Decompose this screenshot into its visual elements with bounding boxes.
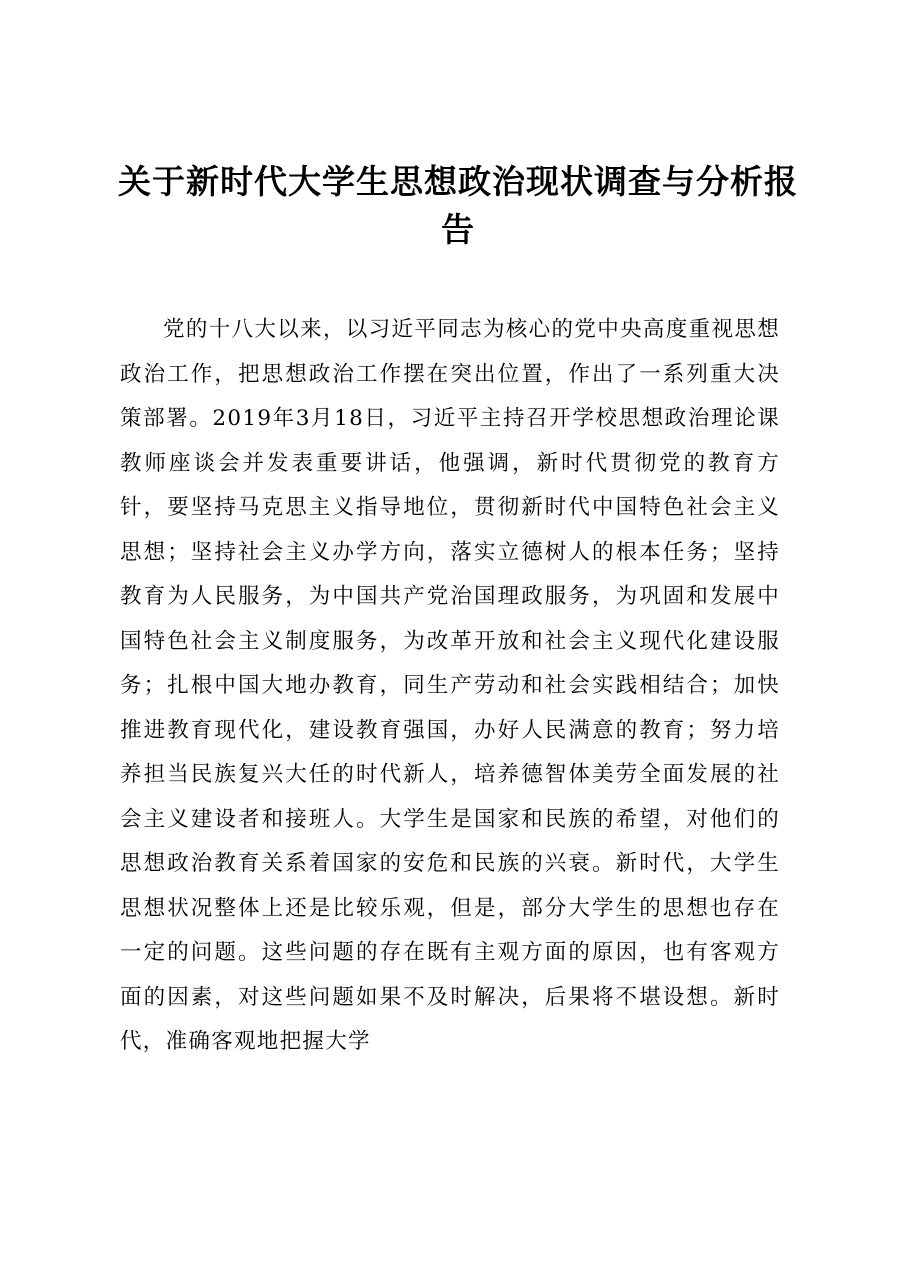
document-title: 关于新时代大学生思想政治现状调查与分析报告	[118, 162, 798, 249]
body-paragraph: 党的十八大以来，以习近平同志为核心的党中央高度重视思想政治工作，把思想政治工作摆在突出位置，作出了一系列重大决策部署。2019年3月18日，习近平主持召开学校思想政治理论课教师座谈会并发表重要讲话，他强调，新时代贯彻党的教育方针，要坚持马克思主义指导地位，贯彻新时代中国特色社会主义思想；坚持社会主义办学方向，落实立德树人的根本任务；坚持教育为人民服务，为中国共产党治国理政服务，为巩固和发展中国特色社会主义制度服务，为改革开放和社会主义现代化建设服务；扎根中国大地办教育，同生产劳动和社会实践相结合；加快推进教育现代化，建设教育强国，办好人民满意的教育；努力培养担当民族复兴大任的时代新人，培养德智体美劳全面发展的社会主义建设者和接班人。大学生是国家和民族的希望，对他们的思想政治教育关系着国家的安危和民族的兴衰。新时代，大学生思想状况整体上还是比较乐观，但是，部分大学生的思想也存在一定的问题。这些问题的存在既有主观方面的原因，也有客观方面的因素，对这些问题如果不及时解决，后果将不堪设想。新时代，准确客观地把握大学	[120, 317, 780, 1054]
